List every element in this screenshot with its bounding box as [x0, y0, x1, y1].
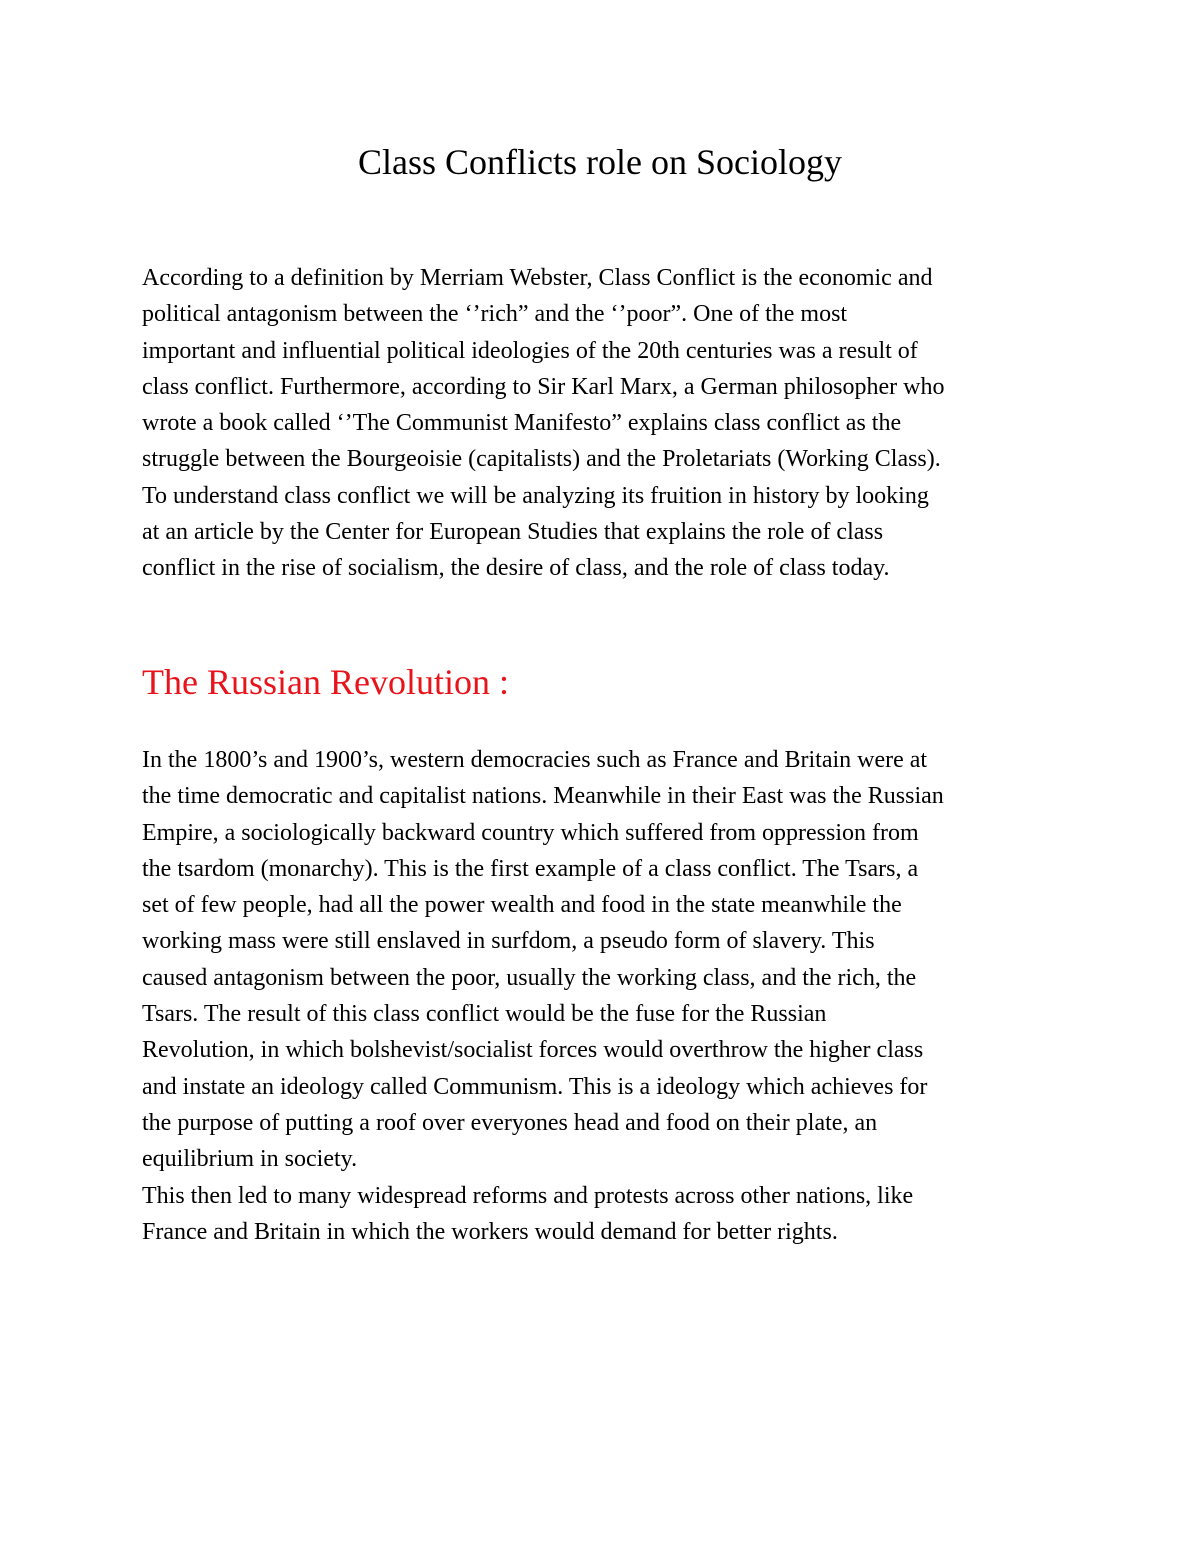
document-title: Class Conflicts role on Sociology: [358, 142, 842, 182]
closing-paragraph: This then led to many widespread reforms and protests across other nations, like France and Britain in which the workers would demand for better rights.: [142, 1183, 914, 1246]
section-paragraph: In the 1800’s and 1900’s, western democracies such as France and Britain were at the time democratic and capitalist nations. Meanwhile in their East was the Russian Empire, a sociologically backward country which suffered from oppression from the tsardom (monarchy). This is the first example of a class conflict. The Tsars, a set of few people, had all the power wealth and food in the state meanwhile the working mass were still enslaved in surfdom, a pseudo form of slavery. This caused antagonism between the poor, usually the working class, and the rich, the Tsars. The result of this class conflict would be the fuse for the Russian Revolution, in which bolshevist/socialist forces would overthrow the higher class and instate an ideology called Communism. This is a ideology which achieves for the purpose of putting a roof over everyones head and food on their plate, an equilibrium in society.: [142, 747, 944, 1173]
intro-paragraph: According to a definition by Merriam Webster, Class Conflict is the economic and political antagonism between the ‘’rich” and the ‘’poor”. One of the most important and influential political ideologies of the 20th centuries was a result of class conflict. Furthermore, according to Sir Karl Marx, a German philosopher who wrote a book called ‘’The Communist Manifesto” explains class conflict as the struggle between the Bourgeoisie (capitalists) and the Proletariats (Working Class). To understand class conflict we will be analyzing its fruition in history by looking at an article by the Center for European Studies that explains the role of class conflict in the rise of socialism, the desire of class, and the role of class today.: [142, 265, 945, 582]
section-heading: The Russian Revolution :: [142, 662, 509, 702]
